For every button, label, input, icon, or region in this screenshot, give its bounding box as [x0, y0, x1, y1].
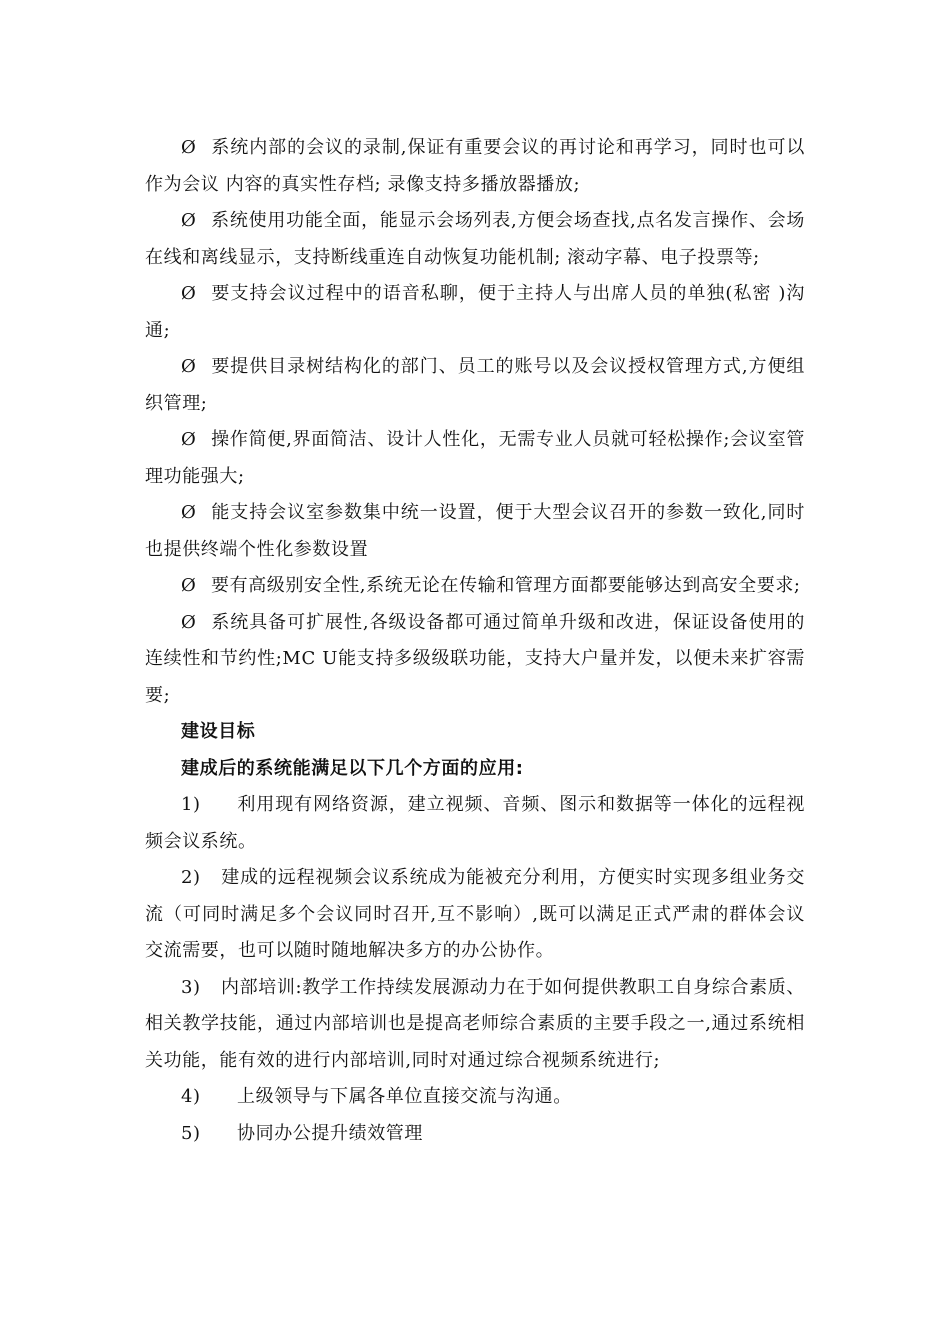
section-heading: 建设目标 — [181, 721, 256, 742]
bullet-paragraph — [145, 203, 805, 276]
bullet-marker: Ø — [181, 210, 197, 231]
bullet-marker: Ø — [181, 429, 197, 450]
numbered-item — [145, 860, 805, 970]
item-number: 1) — [181, 794, 201, 815]
bullet-text: 要有高级别安全性,系统无论在传输和管理方面都要能够达到高安全要求; — [211, 575, 801, 596]
section-subheading: 建成后的系统能满足以下几个方面的应用: — [181, 757, 524, 779]
item-text: 利用现有网络资源，建立视频、音频、图示和数据等一体化的远程视频会议系统。 — [145, 794, 805, 852]
numbered-item — [145, 1079, 805, 1116]
bullet-text: 系统具备可扩展性,各级设备都可通过简单升级和改进，保证设备使用的连续性和节约性;MC U能支持多级级联功能，支持大户量并发，以便未来扩容需要; — [145, 611, 805, 706]
item-number: 2) — [181, 867, 201, 888]
bullet-marker: Ø — [181, 502, 197, 523]
bullet-marker: Ø — [181, 575, 197, 596]
bullet-marker: Ø — [181, 283, 197, 304]
item-text: 协同办公提升绩效管理 — [237, 1122, 423, 1144]
bullet-paragraph — [145, 495, 805, 568]
item-number: 4) — [181, 1086, 201, 1107]
bullet-marker: Ø — [181, 611, 197, 633]
bullet-text: 系统使用功能全面，能显示会场列表,方便会场查找,点名发言操作、会场在线和离线显示，支持断线重连自动恢复功能机制; 滚动字幕、电子投票等; — [145, 210, 805, 268]
item-text: 内部培训:教学工作持续发展源动力在于如何提供教职工自身综合素质、相关教学技能，通过内部培训也是提高老师综合素质的主要手段之一,通过系统相关功能，能有效的进行内部培训,同时对通过综合视频系统进行; — [145, 976, 805, 1071]
numbered-item — [145, 787, 805, 860]
bullet-paragraph — [145, 276, 805, 349]
bullet-paragraph — [145, 568, 805, 605]
bullet-text: 要提供目录树结构化的部门、员工的账号以及会议授权管理方式,方便组织管理; — [145, 356, 805, 414]
bullet-text: 要支持会议过程中的语音私聊，便于主持人与出席人员的单独(私密 )沟通; — [145, 283, 805, 341]
numbered-item — [145, 970, 805, 1080]
document-body — [145, 130, 805, 1152]
bullet-paragraph — [145, 130, 805, 203]
item-number: 3) — [181, 976, 201, 998]
bullet-text: 系统内部的会议的录制,保证有重要会议的再讨论和再学习，同时也可以作为会议 内容的真实性存档; 录像支持多播放器播放; — [145, 137, 805, 195]
bullet-marker: Ø — [181, 137, 197, 158]
item-number: 5) — [181, 1122, 201, 1144]
numbered-item — [145, 1116, 805, 1153]
bullet-text: 操作简便,界面简洁、设计人性化，无需专业人员就可轻松操作;会议室管理功能强大; — [145, 429, 805, 487]
bullet-text: 能支持会议室参数集中统一设置，便于大型会议召开的参数一致化,同时也提供终端个性化参数设置 — [145, 502, 805, 560]
bullet-paragraph — [145, 349, 805, 422]
item-text: 上级领导与下属各单位直接交流与沟通。 — [237, 1086, 572, 1107]
bullet-paragraph — [145, 422, 805, 495]
bullet-marker: Ø — [181, 356, 197, 377]
bullet-paragraph — [145, 605, 805, 715]
item-text: 建成的远程视频会议系统成为能被充分利用，方便实时实现多组业务交流（可同时满足多个会议同时召开,互不影响）,既可以满足正式严肃的群体会议交流需要，也可以随时随地解决多方的办公协作。 — [145, 867, 805, 961]
